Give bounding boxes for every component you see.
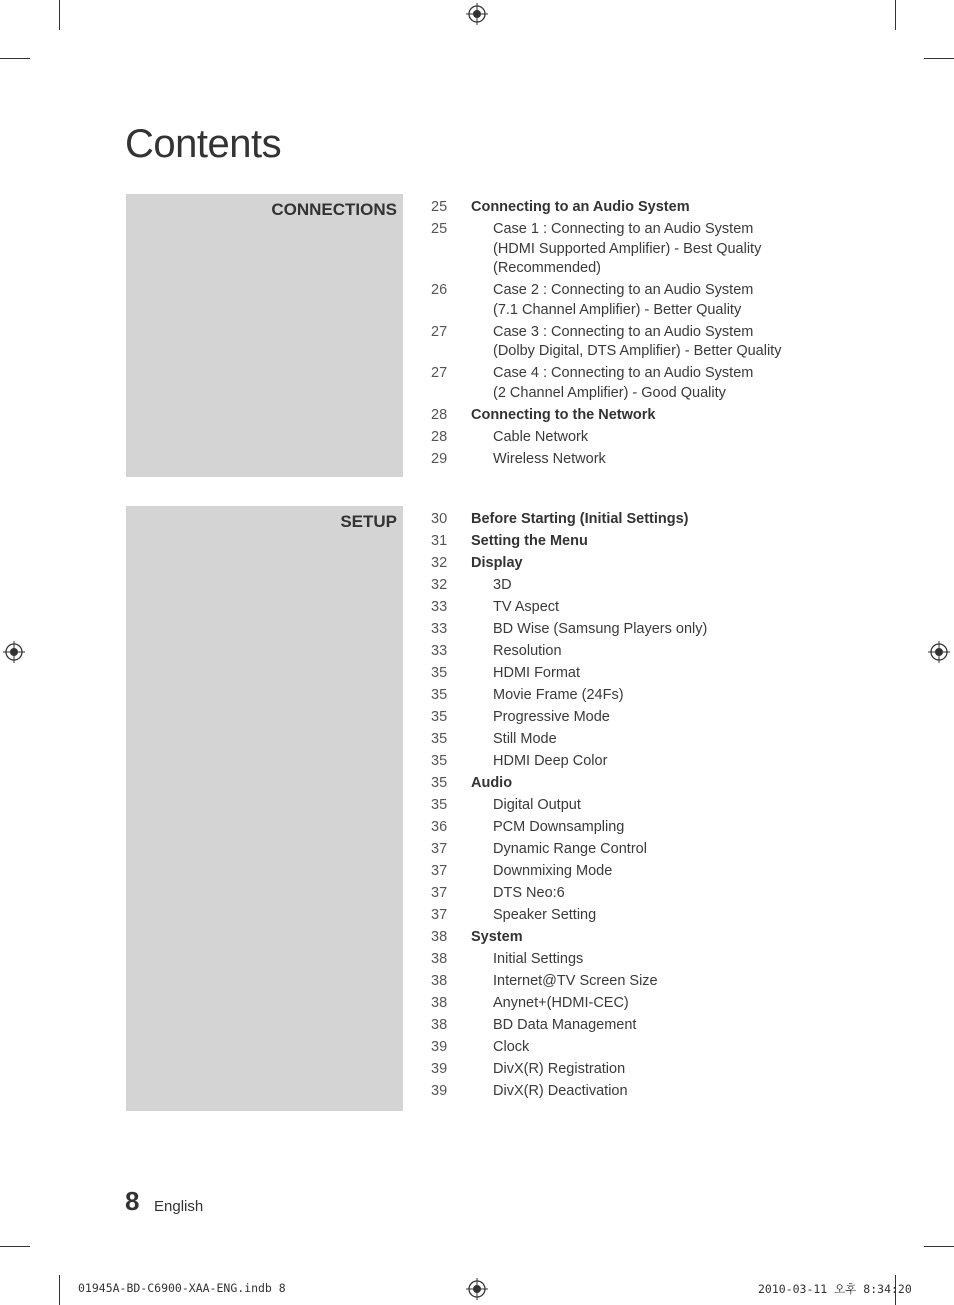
toc-entry-title <box>493 1082 838 1102</box>
toc-entry-line: (Recommended) <box>493 260 601 276</box>
toc-entry-line: Case 1 : Connecting to an Audio System <box>493 221 754 237</box>
toc-entry <box>418 906 838 926</box>
toc-entry-title <box>471 532 838 552</box>
toc-entry <box>418 686 838 706</box>
toc-entry <box>418 884 838 904</box>
section-box-setup <box>126 506 403 1111</box>
toc-entry <box>418 406 838 426</box>
toc-entry-line: DTS Neo:6 <box>493 885 565 901</box>
toc-entry-title <box>493 708 838 728</box>
toc-page-number: 35 <box>431 665 448 681</box>
crop-mark <box>59 1275 60 1305</box>
toc-page-number: 27 <box>431 365 448 381</box>
toc-entry-line: Anynet+(HDMI-CEC) <box>493 995 629 1011</box>
toc-page-number: 38 <box>431 1017 448 1033</box>
registration-mark-icon <box>466 3 488 25</box>
toc-entry-title <box>493 1060 838 1080</box>
toc-entry <box>418 730 838 750</box>
toc-entry <box>418 450 838 470</box>
toc-entry-line: Clock <box>493 1039 530 1055</box>
toc-entry-title <box>493 752 838 772</box>
toc-entry-line: DivX(R) Registration <box>493 1061 626 1077</box>
toc-entry-title <box>493 323 838 362</box>
toc-entry-title <box>493 664 838 684</box>
toc-entry <box>418 708 838 728</box>
toc-page-number: 37 <box>431 885 448 901</box>
toc-entry-line: Still Mode <box>493 731 557 747</box>
toc-entry-title <box>493 428 838 448</box>
toc-entry-line: Digital Output <box>493 797 581 813</box>
crop-mark <box>895 0 896 30</box>
toc-entry-line: DivX(R) Deactivation <box>493 1083 628 1099</box>
toc-page-number: 28 <box>431 428 448 445</box>
toc-entry <box>418 862 838 882</box>
toc-entry-line: Connecting to an Audio System <box>471 199 690 215</box>
toc-entry-title <box>471 774 838 794</box>
toc-entry <box>418 928 838 948</box>
toc-entry <box>418 664 838 684</box>
toc-page-number: 37 <box>431 907 448 923</box>
crop-mark <box>924 58 954 59</box>
section-label-connections: CONNECTIONS <box>271 200 397 219</box>
toc-entry-title <box>493 598 838 618</box>
toc-entry-title <box>493 818 838 838</box>
registration-mark-icon <box>928 641 950 663</box>
toc-entry-line: Before Starting (Initial Settings) <box>471 511 689 527</box>
page-language: English <box>154 1198 204 1215</box>
toc-entry-title <box>493 364 838 403</box>
toc-page-number: 29 <box>431 450 448 467</box>
toc-entry <box>418 774 838 794</box>
crop-mark <box>0 58 30 59</box>
toc-page-number: 26 <box>431 282 448 298</box>
toc-entry <box>418 1060 838 1080</box>
toc-entry <box>418 220 838 279</box>
toc-entry-title <box>493 884 838 904</box>
toc-entry-line: Audio <box>471 775 513 791</box>
toc-page-number: 35 <box>431 753 448 769</box>
toc-entry-line: Cable Network <box>493 428 589 445</box>
page-title: Contents <box>125 122 282 166</box>
toc-entry-title <box>493 450 838 470</box>
toc-entry-line: Initial Settings <box>493 951 584 967</box>
toc-entry-title <box>493 972 838 992</box>
toc-entry <box>418 428 838 448</box>
toc-entry-title <box>493 281 838 320</box>
toc-entry-line: Internet@TV Screen Size <box>493 973 658 989</box>
toc-entry <box>418 840 838 860</box>
toc-entry-line: Case 4 : Connecting to an Audio System <box>493 365 754 381</box>
toc-entry-line: PCM Downsampling <box>493 819 625 835</box>
registration-mark-icon <box>3 641 25 663</box>
toc-entry-title <box>493 1038 838 1058</box>
toc-entry <box>418 972 838 992</box>
toc-page-number: 25 <box>431 221 448 237</box>
toc-entry <box>418 796 838 816</box>
toc-page-number: 38 <box>431 973 448 989</box>
toc-entry <box>418 364 838 403</box>
toc-page-number: 37 <box>431 841 448 857</box>
crop-mark <box>924 1246 954 1247</box>
toc-page-number: 39 <box>431 1039 448 1055</box>
slug-datetime: 2010-03-11 오후 8:34:20 <box>758 1282 912 1296</box>
toc-entry-title <box>493 576 838 596</box>
toc-entry-title <box>471 928 838 948</box>
toc-entry-line: Downmixing Mode <box>493 863 613 879</box>
toc-entry-title <box>493 1016 838 1036</box>
toc-page-number: 35 <box>431 731 448 747</box>
toc-entry-line: Speaker Setting <box>493 907 597 923</box>
toc-entry <box>418 950 838 970</box>
toc-page-number: 35 <box>431 775 448 791</box>
toc-page-number: 25 <box>431 199 448 215</box>
toc-page-number: 32 <box>431 555 448 571</box>
toc-entry-title <box>493 950 838 970</box>
toc-entry-title <box>493 840 838 860</box>
section-label-setup: SETUP <box>340 512 397 531</box>
toc-entry-line: System <box>471 929 523 945</box>
toc-entry-title <box>493 686 838 706</box>
toc-entry <box>418 598 838 618</box>
toc-entry <box>418 1082 838 1102</box>
toc-entry-title <box>493 620 838 640</box>
toc-page-number: 38 <box>431 995 448 1011</box>
toc-entry <box>418 532 838 552</box>
toc-page-number: 32 <box>431 577 448 593</box>
toc-page-number: 36 <box>431 819 448 835</box>
toc-page-number: 39 <box>431 1083 448 1099</box>
toc-entry-line: Movie Frame (24Fs) <box>493 687 624 703</box>
toc-entry <box>418 620 838 640</box>
toc-entry <box>418 818 838 838</box>
toc-entry <box>418 323 838 362</box>
toc-entry <box>418 1016 838 1036</box>
toc-entry <box>418 642 838 662</box>
toc-entry-line: (HDMI Supported Amplifier) - Best Quality <box>493 240 762 257</box>
toc-page-number: 30 <box>431 511 448 527</box>
toc-entry-line: Case 2 : Connecting to an Audio System <box>493 282 754 298</box>
toc-entry-line: (2 Channel Amplifier) - Good Quality <box>493 384 726 401</box>
toc-entry-line: Dynamic Range Control <box>493 841 647 857</box>
toc-entry <box>418 752 838 772</box>
toc-entry <box>418 554 838 574</box>
toc-page-number: 38 <box>431 951 448 967</box>
toc-entry-title <box>493 994 838 1014</box>
toc-page-number: 33 <box>431 599 448 615</box>
toc-entry-line: Connecting to the Network <box>471 406 656 423</box>
toc-page-number: 33 <box>431 643 448 659</box>
toc-entry-title <box>493 906 838 926</box>
toc-page-number: 35 <box>431 797 448 813</box>
toc-page-number: 31 <box>431 533 448 549</box>
toc-entry <box>418 510 838 530</box>
page-number: 8 <box>125 1186 140 1216</box>
registration-mark-icon <box>466 1278 488 1300</box>
toc-entry-title <box>493 642 838 662</box>
toc-entry-line: (Dolby Digital, DTS Amplifier) - Better Quality <box>493 343 782 359</box>
toc-entry-title <box>471 554 838 574</box>
toc-page-number: 35 <box>431 709 448 725</box>
toc-page-number: 38 <box>431 929 448 945</box>
toc-entry <box>418 994 838 1014</box>
toc-page-number: 37 <box>431 863 448 879</box>
toc-page-number: 39 <box>431 1061 448 1077</box>
toc-entry-title <box>471 198 838 218</box>
toc-page-number: 28 <box>431 406 448 423</box>
toc-page-number: 33 <box>431 621 448 637</box>
toc-entry-line: TV Aspect <box>493 599 560 615</box>
toc-entry-title <box>493 220 838 279</box>
toc-entry-line: Resolution <box>493 643 562 659</box>
toc-entry-title <box>493 730 838 750</box>
toc-entry-title <box>471 510 838 530</box>
toc-entry-line: HDMI Deep Color <box>493 753 608 769</box>
section-box-connections <box>126 194 403 477</box>
toc-page-number: 35 <box>431 687 448 703</box>
toc-page-number: 27 <box>431 323 448 340</box>
toc-entry-line: Setting the Menu <box>471 533 588 549</box>
toc-entry-line: BD Data Management <box>493 1017 637 1033</box>
toc-setup <box>418 510 838 1104</box>
toc-entry-line: Case 3 : Connecting to an Audio System <box>493 323 754 340</box>
toc-entry-line: Display <box>471 555 523 571</box>
toc-entry <box>418 576 838 596</box>
toc-entry-line: 3D <box>493 577 512 593</box>
toc-entry <box>418 1038 838 1058</box>
toc-entry-line: Wireless Network <box>493 450 606 467</box>
toc-entry <box>418 198 838 218</box>
crop-mark <box>0 1246 30 1247</box>
toc-entry-line: BD Wise (Samsung Players only) <box>493 621 708 637</box>
slug-file: 01945A-BD-C6900-XAA-ENG.indb 8 <box>78 1281 286 1295</box>
toc-entry <box>418 281 838 320</box>
toc-connections <box>418 198 838 472</box>
toc-entry-title <box>493 796 838 816</box>
toc-entry-line: (7.1 Channel Amplifier) - Better Quality <box>493 301 742 318</box>
crop-mark <box>59 0 60 30</box>
toc-entry-title <box>493 862 838 882</box>
toc-entry-line: HDMI Format <box>493 665 580 681</box>
toc-entry-line: Progressive Mode <box>493 709 610 725</box>
toc-entry-title <box>471 406 838 426</box>
